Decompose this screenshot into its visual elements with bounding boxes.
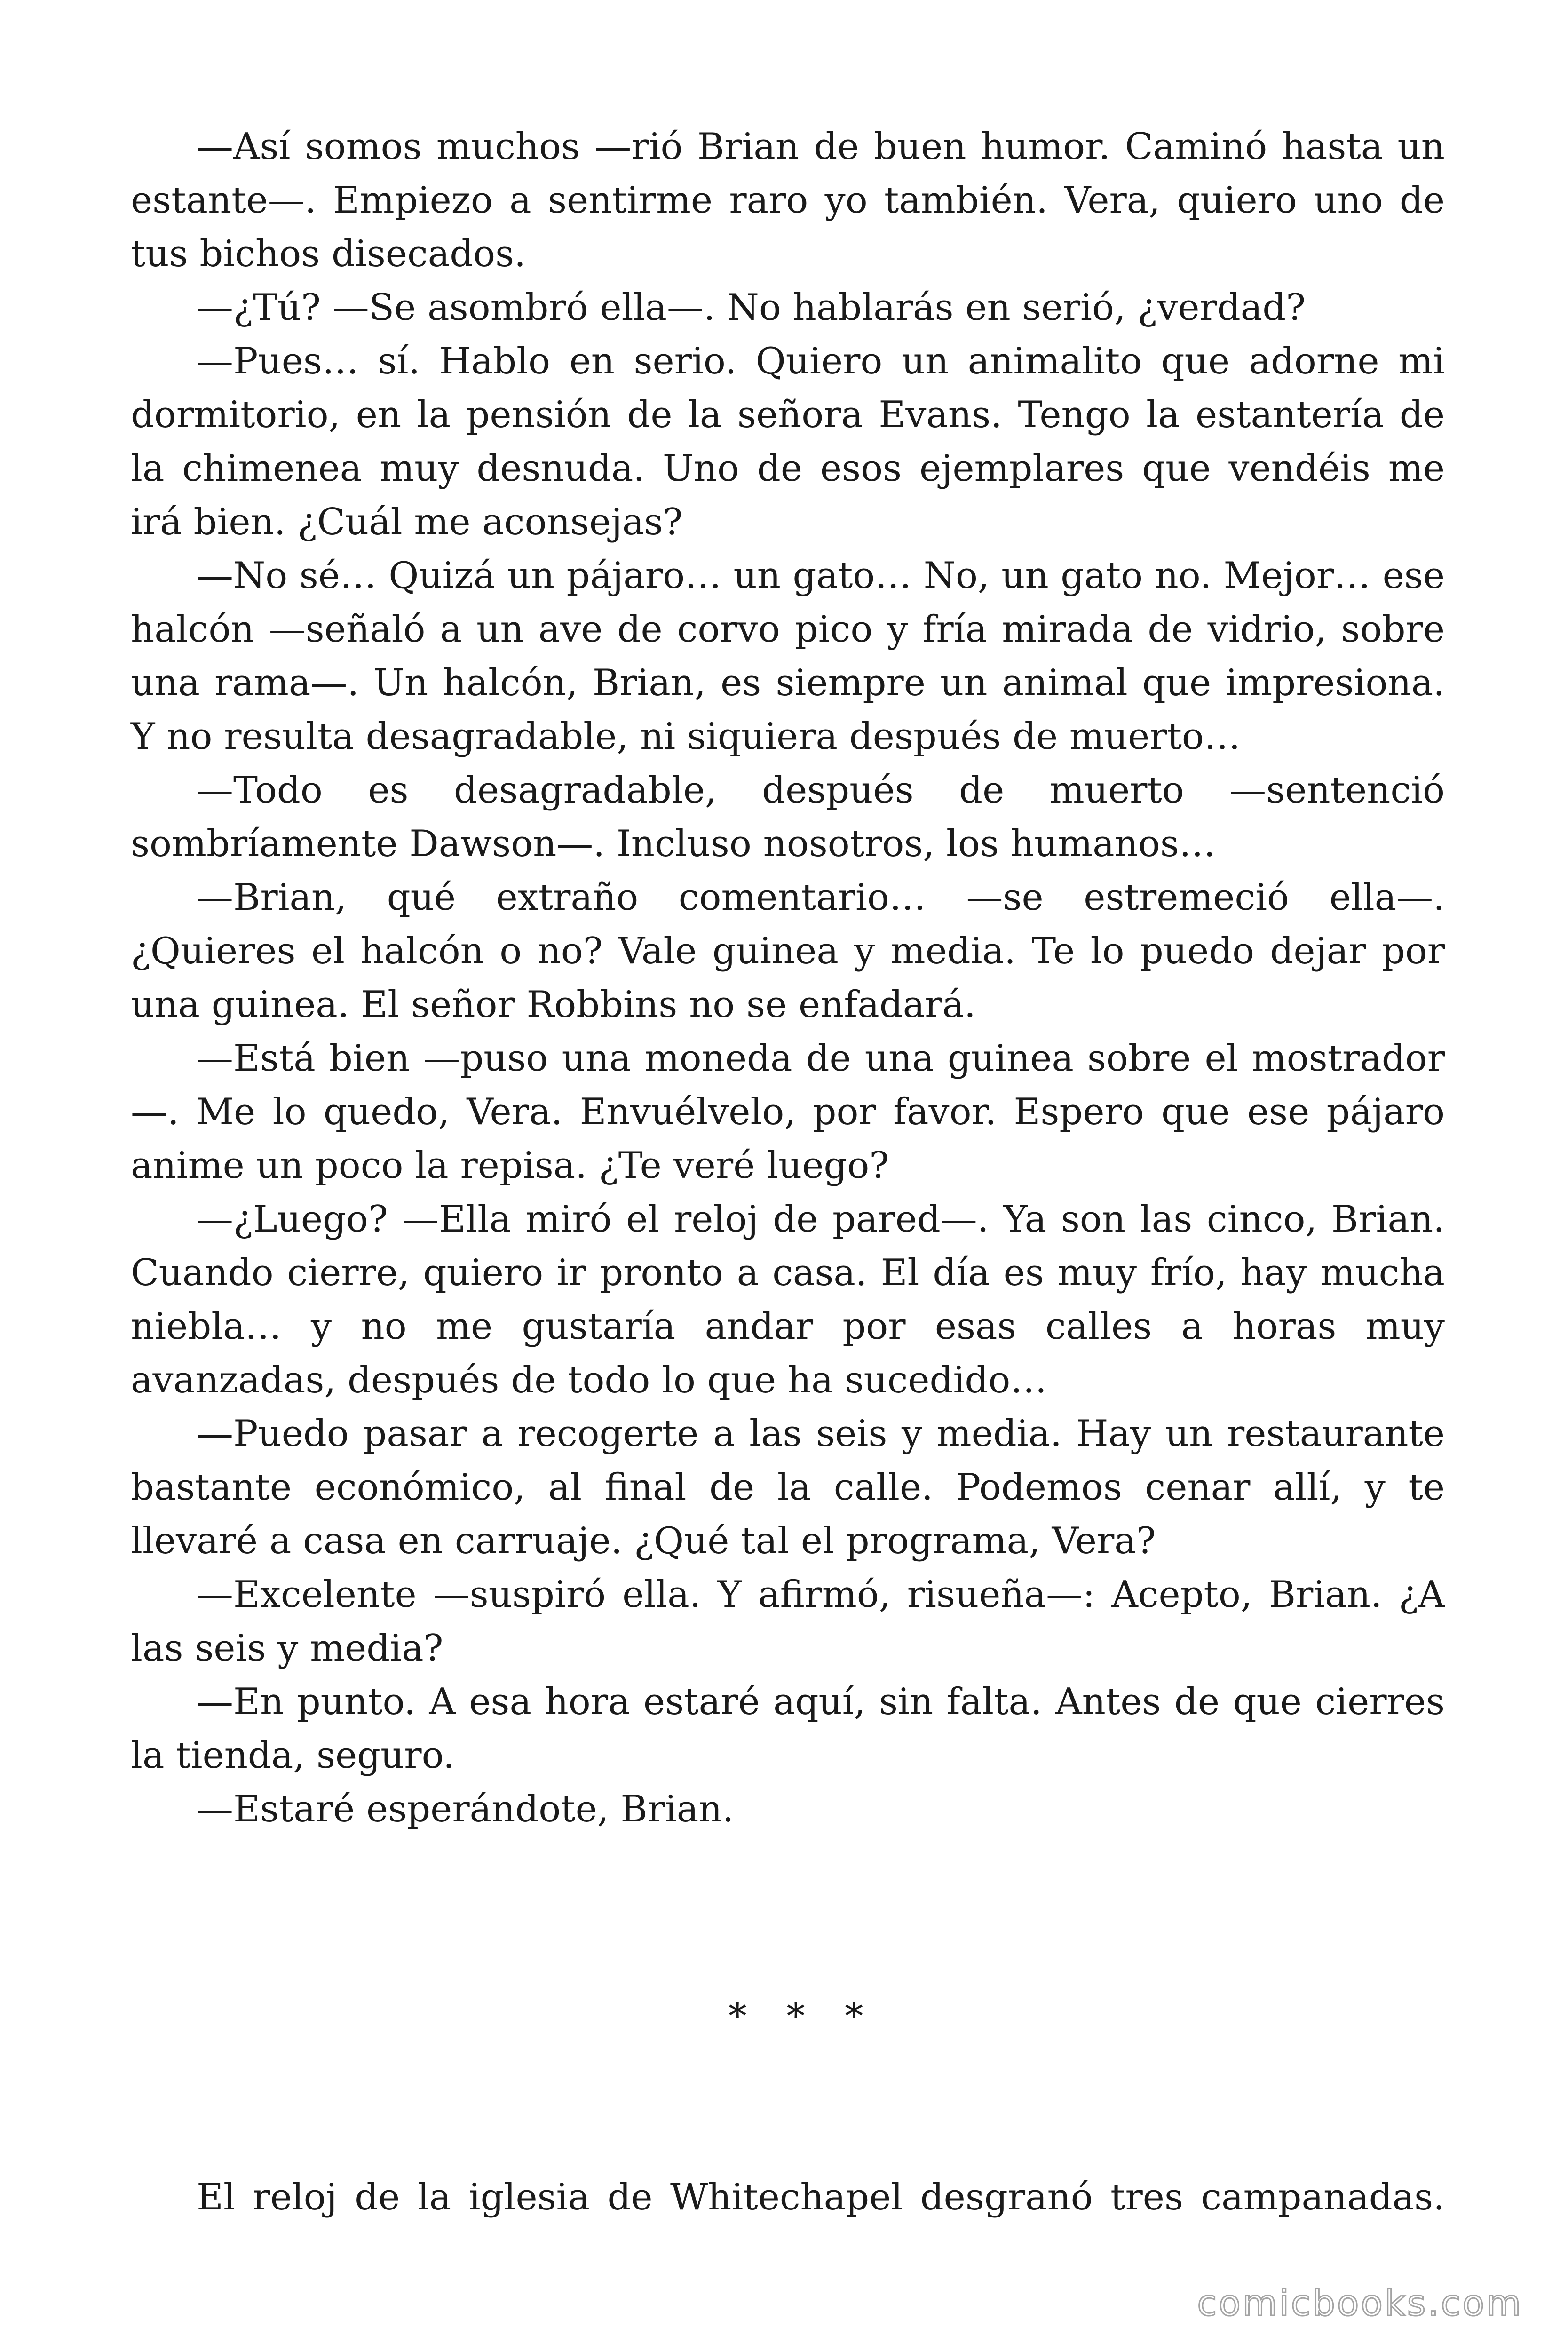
paragraph: —Estaré esperándote, Brian. (197, 1788, 734, 1830)
paragraph: —Excelente —suspiró ella. Y afirmó, risueña—: Acepto, Brian. ¿A las seis y media? (131, 1573, 1445, 1669)
scene-break-asterisks: * * * (728, 1995, 878, 2038)
paragraph: —No sé… Quizá un pájaro… un gato… No, un gato no. Mejor… ese halcón —señaló a un ave de corvo pico y fría mirada de vidrio, sobre una rama—. Un halcón, Brian, es siempre un animal que impresiona. Y no resulta desagradable, ni siquiera después de muerto… (131, 555, 1445, 758)
paragraph: —En punto. A esa hora estaré aquí, sin falta. Antes de que cierres la tienda, seguro. (131, 1681, 1445, 1777)
paragraph: —Así somos muchos —rió Brian de buen humor. Caminó hasta un estante—. Empiezo a sentirme raro yo también. Vera, quiero uno de tus bichos disecados. (131, 126, 1445, 275)
paragraph: —Puedo pasar a recogerte a las seis y media. Hay un restaurante bastante económico, al final de la calle. Podemos cenar allí, y te llevaré a casa en carruaje. ¿Qué tal el programa, Vera? (131, 1413, 1445, 1562)
paragraph: —Brian, qué extraño comentario… —se estremeció ella—. ¿Quieres el halcón o no? Vale guinea y media. Te lo puedo dejar por una guinea. El señor Robbins no se enfadará. (131, 876, 1445, 1026)
paragraph: —¿Luego? —Ella miró el reloj de pared—. Ya son las cinco, Brian. Cuando cierre, quiero ir pronto a casa. El día es muy frío, hay mucha niebla… y no me gustaría andar por esas calles a horas muy avanzadas, después de todo lo que ha sucedido… (131, 1198, 1445, 1401)
body-text (131, 120, 1445, 1836)
paragraph: —¿Tú? —Se asombró ella—. No hablarás en serió, ¿verdad? (197, 286, 1306, 329)
closing-paragraph: El reloj de la iglesia de Whitechapel desgranó tres campanadas. (197, 2176, 1445, 2218)
paragraph: —Está bien —puso una moneda de una guinea sobre el mostrador—. Me lo quedo, Vera. Envuélvelo, por favor. Espero que ese pájaro anime un poco la repisa. ¿Te veré luego? (131, 1037, 1445, 1187)
paragraph: —Pues… sí. Hablo en serio. Quiero un animalito que adorne mi dormitorio, en la pensión de la señora Evans. Tengo la estantería de la chimenea muy desnuda. Uno de esos ejemplares que vendéis me irá bien. ¿Cuál me aconsejas? (131, 340, 1445, 543)
watermark-text: comicbooks.com (1197, 2282, 1523, 2324)
paragraph: —Todo es desagradable, después de muerto —sentenció sombríamente Dawson—. Incluso nosotros, los humanos… (131, 769, 1445, 865)
